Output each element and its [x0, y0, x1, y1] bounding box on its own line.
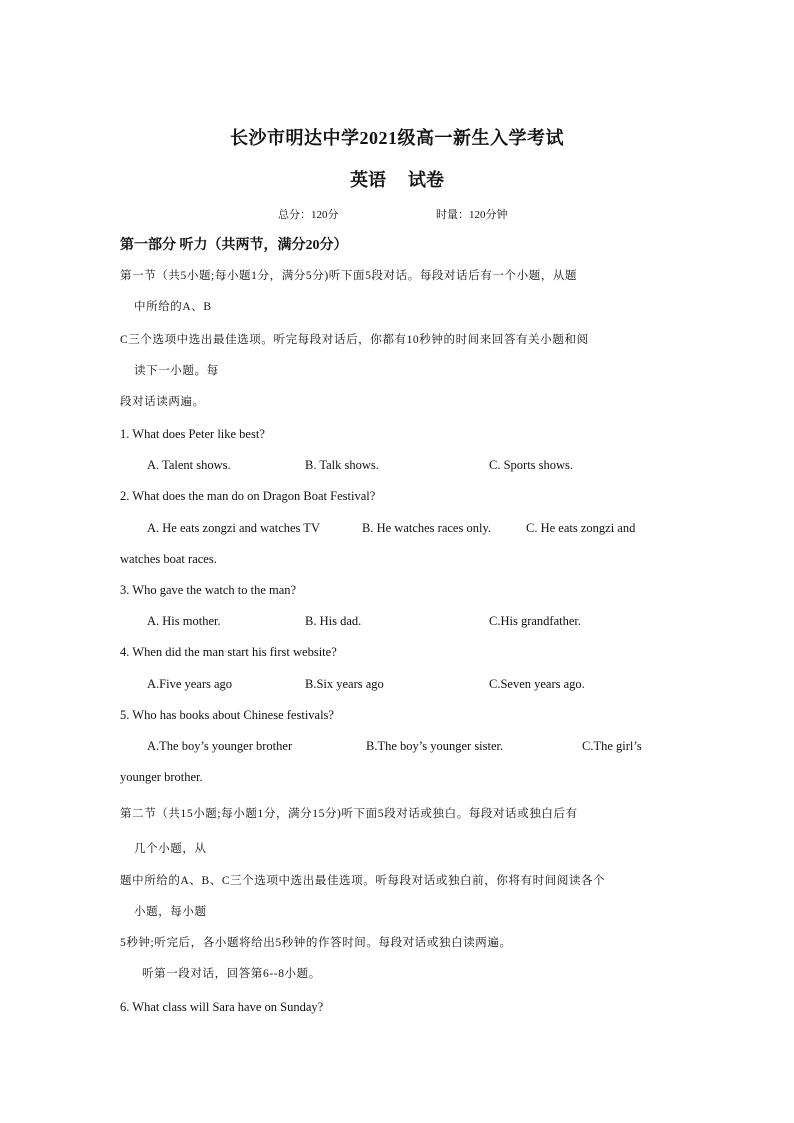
option-c: C.Seven years ago. — [489, 677, 585, 691]
option-c: C. He eats zongzi and — [526, 521, 636, 535]
option-a: A. Talent shows. — [147, 458, 231, 472]
total-score: 总分：120分 — [278, 209, 339, 221]
option-a: A. His mother. — [147, 614, 221, 628]
question-stem: 5. Who has books about Chinese festivals? — [120, 708, 334, 722]
question-stem: 2. What does the man do on Dragon Boat Festival? — [120, 489, 376, 503]
option-c-continued: watches boat races. — [120, 552, 217, 566]
question-stem: 1. What does Peter like best? — [120, 427, 265, 441]
option-c: C.The girl’s — [582, 739, 642, 753]
option-b: B. His dad. — [305, 614, 362, 628]
question-stem: 3. Who gave the watch to the man? — [120, 583, 297, 597]
subject-label: 英语 — [350, 170, 386, 190]
part1-heading: 第一部分 听力（共两节，满分20分） — [120, 238, 348, 253]
option-b: B.The boy’s younger sister. — [366, 739, 504, 753]
paper-label: 试卷 — [408, 170, 444, 190]
option-c-continued: younger brother. — [120, 770, 203, 784]
option-b: B. He watches races only. — [362, 521, 492, 535]
option-a: A.Five years ago — [147, 677, 233, 691]
option-a: A. He eats zongzi and watches TV — [147, 521, 320, 535]
exam-subtitle — [0, 170, 794, 192]
exam-title: 长沙市明达中学2021级高一新生入学考试 — [230, 128, 564, 148]
time-limit: 时量：120分钟 — [436, 209, 508, 221]
question-stem: 4. When did the man start his first website? — [120, 645, 337, 659]
option-b: B. Talk shows. — [305, 458, 379, 472]
option-c: C. Sports shows. — [489, 458, 574, 472]
question-stem: 6. What class will Sara have on Sunday? — [120, 1000, 324, 1014]
option-a: A.The boy’s younger brother — [147, 739, 293, 753]
option-c: C.His grandfather. — [489, 614, 581, 628]
option-b: B.Six years ago — [305, 677, 384, 691]
